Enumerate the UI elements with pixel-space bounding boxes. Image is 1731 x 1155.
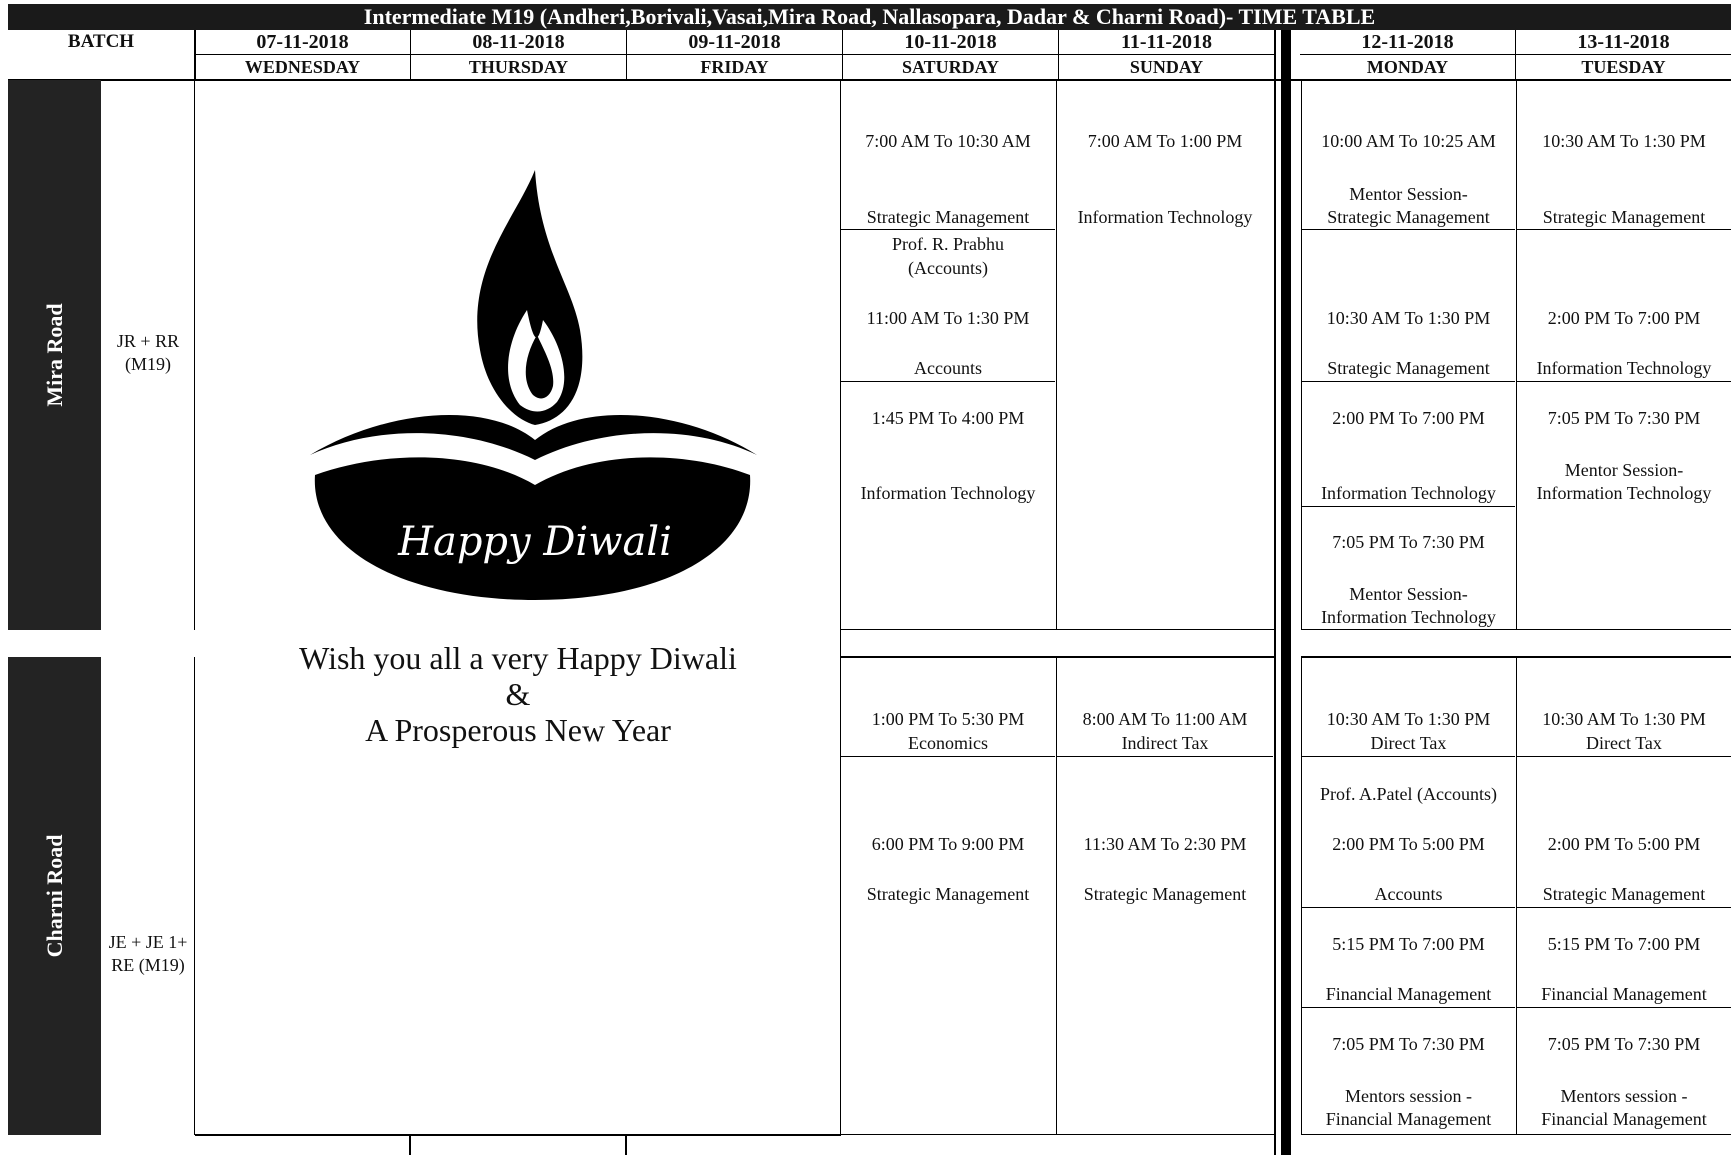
mira-tue-slot-2: 2:00 PM To 7:00 PM Information Technology bbox=[1517, 230, 1731, 382]
mira-sun-slot-1: 7:00 AM To 1:00 PM Information Technology bbox=[1077, 131, 1253, 227]
mira-tue-slot-3: 7:05 PM To 7:30 PM Mentor Session- Information Technology bbox=[1536, 408, 1712, 503]
location-mira-road: Mira Road bbox=[8, 80, 101, 630]
charni-sat-slot-2: 6:00 PM To 9:00 PM Strategic Management bbox=[866, 834, 1030, 904]
batch-header: BATCH bbox=[67, 31, 135, 52]
charni-mon-slot-2: Prof. A.Patel (Accounts) 2:00 PM To 5:00 PM Accounts bbox=[1302, 757, 1515, 908]
mira-sat-slot-2: Prof. R. Prabhu (Accounts) 11:00 AM To 1:30 PM Accounts bbox=[841, 230, 1055, 382]
location-charni-road: Charni Road bbox=[8, 657, 101, 1135]
mira-mon-slot-4: 7:05 PM To 7:30 PM Mentor Session- Information Technology bbox=[1321, 532, 1496, 627]
batch-mira: JR + RR (M19) bbox=[101, 80, 195, 630]
charni-mon-slot-1: 10:30 AM To 1:30 PM Direct Tax bbox=[1302, 657, 1515, 757]
charni-sun-col bbox=[1057, 657, 1275, 1135]
col-header-tue: 13-11-2018 TUESDAY bbox=[1516, 30, 1731, 80]
charni-sun-slot-2: 11:30 AM To 2:30 PM Strategic Management bbox=[1083, 834, 1247, 904]
charni-sat-slot-1: 1:00 PM To 5:30 PM Economics bbox=[841, 657, 1055, 757]
charni-sun-slot-1: 8:00 AM To 11:00 AM Indirect Tax bbox=[1057, 657, 1273, 757]
happy-diwali-badge: Happy Diwali bbox=[398, 519, 672, 565]
mira-sat-slot-3: 1:45 PM To 4:00 PM Information Technology bbox=[860, 408, 1036, 503]
col-header-sun: 11-11-2018 SUNDAY bbox=[1059, 30, 1275, 80]
mira-mon-col bbox=[1301, 80, 1517, 630]
col-header-thu: 08-11-2018 THURSDAY bbox=[411, 30, 627, 80]
mira-sat-col bbox=[841, 80, 1057, 630]
charni-tue-slot-2: 2:00 PM To 5:00 PM Strategic Management bbox=[1517, 757, 1731, 908]
charni-tue-slot-3: 5:15 PM To 7:00 PM Financial Management bbox=[1517, 908, 1731, 1008]
col-header-sat: 10-11-2018 SATURDAY bbox=[843, 30, 1059, 80]
charni-mon-col bbox=[1301, 657, 1517, 1135]
charni-mon-slot-3: 5:15 PM To 7:00 PM Financial Management bbox=[1302, 908, 1515, 1008]
charni-sat-col bbox=[841, 657, 1057, 1135]
page-title: Intermediate M19 (Andheri,Borivali,Vasai,Mira Road, Nallasopara, Dadar & Charni Road)- TIME TABLE bbox=[8, 4, 1731, 30]
mira-mon-slot-1: 10:00 AM To 10:25 AM Mentor Session- Strategic Management bbox=[1302, 80, 1515, 230]
mira-mon-slot-3: 2:00 PM To 7:00 PM Information Technology bbox=[1302, 382, 1515, 507]
col-header-mon: 12-11-2018 MONDAY bbox=[1300, 30, 1516, 80]
batch-charni: JE + JE 1+ RE (M19) bbox=[101, 657, 195, 1135]
greeting-text: Wish you all a very Happy Diwali & A Prosperous New Year bbox=[299, 640, 737, 748]
col-header-wed: 07-11-2018 WEDNESDAY bbox=[195, 30, 411, 80]
mira-tue-col bbox=[1517, 80, 1731, 630]
mira-sat-slot-1: 7:00 AM To 10:30 AM Strategic Management bbox=[841, 80, 1055, 230]
diwali-greeting bbox=[195, 80, 841, 1135]
charni-tue-slot-1: 10:30 AM To 1:30 PM Direct Tax bbox=[1517, 657, 1731, 757]
header-row bbox=[8, 30, 1731, 80]
charni-mon-slot-4: 7:05 PM To 7:30 PM Mentors session - Financial Management bbox=[1325, 1034, 1492, 1129]
week-separator bbox=[1281, 30, 1291, 1155]
mira-sun-col bbox=[1057, 80, 1275, 630]
mira-tue-slot-1: 10:30 AM To 1:30 PM Strategic Management bbox=[1517, 80, 1731, 230]
col-header-fri: 09-11-2018 FRIDAY bbox=[627, 30, 843, 80]
diya-lamp-icon bbox=[195, 80, 841, 640]
charni-tue-col bbox=[1517, 657, 1731, 1135]
mira-mon-slot-2: 10:30 AM To 1:30 PM Strategic Management bbox=[1302, 230, 1515, 382]
charni-tue-slot-4: 7:05 PM To 7:30 PM Mentors session - Financial Management bbox=[1541, 1034, 1707, 1129]
